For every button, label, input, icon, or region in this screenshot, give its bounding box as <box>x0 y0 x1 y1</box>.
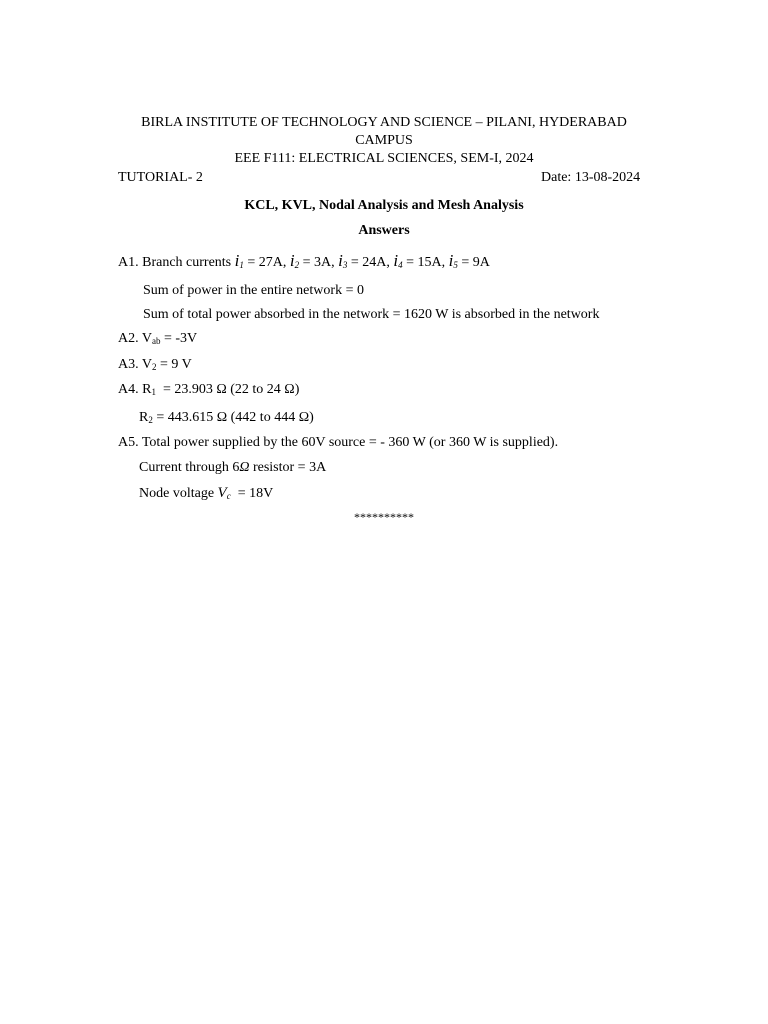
current-subscript: 3 <box>342 260 348 270</box>
a4-r2-value: = 443.615 Ω (442 to 444 Ω) <box>152 410 314 425</box>
a3-value: = 9 V <box>156 357 192 372</box>
answer-a1-power-absorbed: Sum of total power absorbed in the network = 1620 W is absorbed in the network <box>143 307 600 322</box>
answer-a1-power-sum: Sum of power in the entire network = 0 <box>143 283 364 298</box>
a4-r1-value: = 23.903 Ω (22 to 24 Ω) <box>155 382 300 397</box>
a2-subscript: ab <box>151 336 161 346</box>
topic-heading: KCL, KVL, Nodal Analysis and Mesh Analysis <box>244 198 524 213</box>
ohm-symbol: Ω <box>239 460 250 475</box>
current-symbol: i <box>234 251 240 270</box>
a2-value: = -3V <box>160 331 198 346</box>
answer-a4-r1 <box>118 381 299 399</box>
course-title: EEE F111: ELECTRICAL SCIENCES, SEM-I, 2024 <box>234 151 534 166</box>
a2-label: A2. V <box>118 331 152 346</box>
answer-a5-node-voltage <box>139 484 273 503</box>
answer-a1-currents <box>118 252 490 272</box>
current-symbol: i <box>393 251 399 270</box>
current-symbol: i <box>289 251 295 270</box>
current-subscript: 5 <box>453 260 458 270</box>
a5-node-text: Node voltage <box>139 486 218 501</box>
answers-heading: Answers <box>358 223 410 238</box>
current-subscript: 1 <box>239 260 244 270</box>
a3-subscript: 2 <box>151 362 157 372</box>
answer-a3 <box>118 356 192 374</box>
a4-r2-subscript: 2 <box>148 415 153 425</box>
tutorial-number: TUTORIAL- 2 <box>118 170 203 185</box>
a4-r1-label: A4. R <box>118 382 152 397</box>
tutorial-date: Date: 13-08-2024 <box>541 170 641 185</box>
current-subscript: 4 <box>398 260 403 270</box>
current-value: = 9A <box>457 255 490 270</box>
a3-label: A3. V <box>118 357 152 372</box>
answer-a2 <box>118 330 197 348</box>
answer-a5-power: A5. Total power supplied by the 60V source = - 360 W (or 360 W is supplied). <box>118 435 559 450</box>
current-symbol: i <box>338 251 343 270</box>
end-separator: ********** <box>354 510 414 524</box>
current-subscript: 2 <box>294 260 300 270</box>
current-value: = 27A, <box>243 255 287 270</box>
current-symbol: i <box>448 251 454 270</box>
a1-label: A1. Branch currents <box>118 255 232 270</box>
a5-node-value: = 18V <box>230 486 274 501</box>
a5-current-value: resistor = 3A <box>249 460 327 475</box>
node-voltage-subscript: c <box>226 491 231 501</box>
institute-name-line2: CAMPUS <box>355 133 413 148</box>
a4-r1-subscript: 1 <box>151 387 156 397</box>
node-voltage-symbol: V <box>217 485 227 501</box>
a5-current-text: Current through 6 <box>139 460 240 475</box>
institute-name-line1: BIRLA INSTITUTE OF TECHNOLOGY AND SCIENCE – PILANI, HYDERABAD <box>141 115 627 130</box>
a4-r2-label: R <box>139 410 149 425</box>
answer-a4-r2 <box>139 409 314 427</box>
answer-a5-current <box>139 459 326 477</box>
current-value: = 24A, <box>347 255 390 270</box>
current-value: = 15A, <box>402 255 446 270</box>
current-value: = 3A, <box>299 255 335 270</box>
